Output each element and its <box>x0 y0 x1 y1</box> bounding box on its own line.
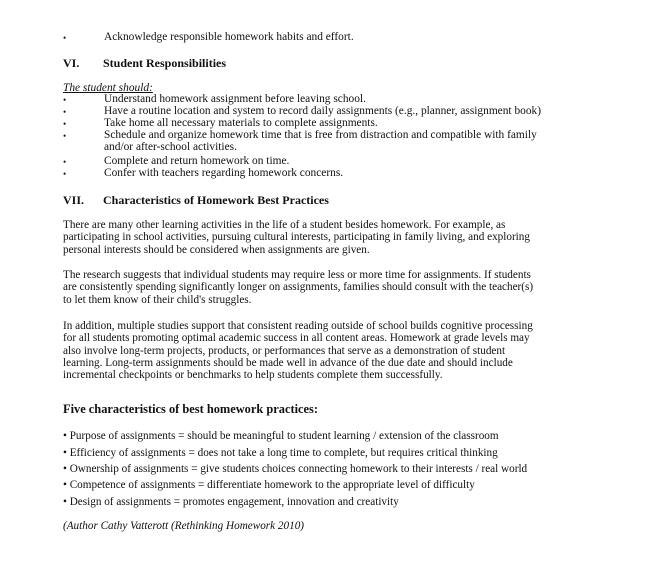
five-characteristics-heading: Five characteristics of best homework practices: <box>63 402 318 416</box>
list-item: Confer with teachers regarding homework concerns. <box>104 167 344 179</box>
section-6-title: Student Responsibilities <box>103 56 227 70</box>
paragraph-line: In addition, multiple studies support that consistent reading outside of school builds cognitive processing <box>63 320 533 332</box>
list-item: Have a routine location and system to record daily assignments (e.g., planner, assignment book) <box>104 105 542 117</box>
paragraph-line: to let them know of their child's struggles. <box>63 293 252 306</box>
paragraph-line: participating in school activities, pursuing cultural interests, participating in family living, and exploring <box>63 231 530 244</box>
list-item-bullet: • <box>63 107 67 117</box>
citation: (Author Cathy Vatterott (Rethinking Homework 2010) <box>63 520 305 532</box>
characteristic-item: • Competence of assignments = differentiate homework to the appropriate level of difficulty <box>63 479 475 491</box>
list-item: Take home all necessary materials to complete assignments. <box>104 117 378 129</box>
paragraph-line: are consistently spending significantly longer on assignments, families should consult with the teacher(s) <box>63 281 534 294</box>
top-item-text: Acknowledge responsible homework habits and effort. <box>104 31 354 43</box>
section-7-number: VII. <box>63 193 85 207</box>
paragraph-line: also involve long-term projects, products, or performances that serve as a demonstration of student <box>63 344 506 357</box>
top-item-bullet: • <box>63 33 67 43</box>
list-item-bullet: • <box>63 131 67 141</box>
section-6-number: VI. <box>63 56 80 70</box>
list-item-bullet: • <box>63 157 67 167</box>
characteristic-item: • Efficiency of assignments = does not take a long time to complete, but requires critical thinking <box>63 447 498 459</box>
characteristic-item: • Ownership of assignments = give students choices connecting homework to their interests / real world <box>63 463 528 475</box>
characteristic-item: • Purpose of assignments = should be meaningful to student learning / extension of the classroom <box>63 430 499 442</box>
list-item-bullet: • <box>63 95 67 105</box>
section-7-title: Characteristics of Homework Best Practices <box>103 193 329 207</box>
paragraph-line: The research suggests that individual students may require less or more time for assignments. If students <box>63 269 531 281</box>
list-item: Complete and return homework on time. <box>104 155 290 167</box>
paragraph-line: personal interests should be considered when assignments are given. <box>63 243 370 256</box>
characteristic-item: • Design of assignments = promotes engagement, innovation and creativity <box>63 496 399 508</box>
paragraph-1 <box>63 219 593 256</box>
paragraph-3 <box>63 320 593 381</box>
list-item: Schedule and organize homework time that is free from distraction and compatible with family <box>104 129 537 141</box>
list-item-bullet: • <box>63 169 67 179</box>
list-item: Understand homework assignment before leaving school. <box>104 93 366 105</box>
paragraph-line: There are many other learning activities in the life of a student besides homework. For example, as <box>63 219 506 231</box>
paragraph-line: for all students promoting optimal academic success in all content areas. Homework at grade levels may <box>63 332 530 345</box>
paragraph-line: learning. Long-term assignments should be made well in advance of the due date and should include <box>63 356 513 369</box>
list-item-continuation: and/or after-school activities. <box>104 141 237 153</box>
paragraph-line: incremental checkpoints or benchmarks to help students complete them successfully. <box>63 369 443 382</box>
section-6-lead: The student should: <box>63 82 153 94</box>
list-item-bullet: • <box>63 119 67 129</box>
paragraph-2 <box>63 269 593 306</box>
